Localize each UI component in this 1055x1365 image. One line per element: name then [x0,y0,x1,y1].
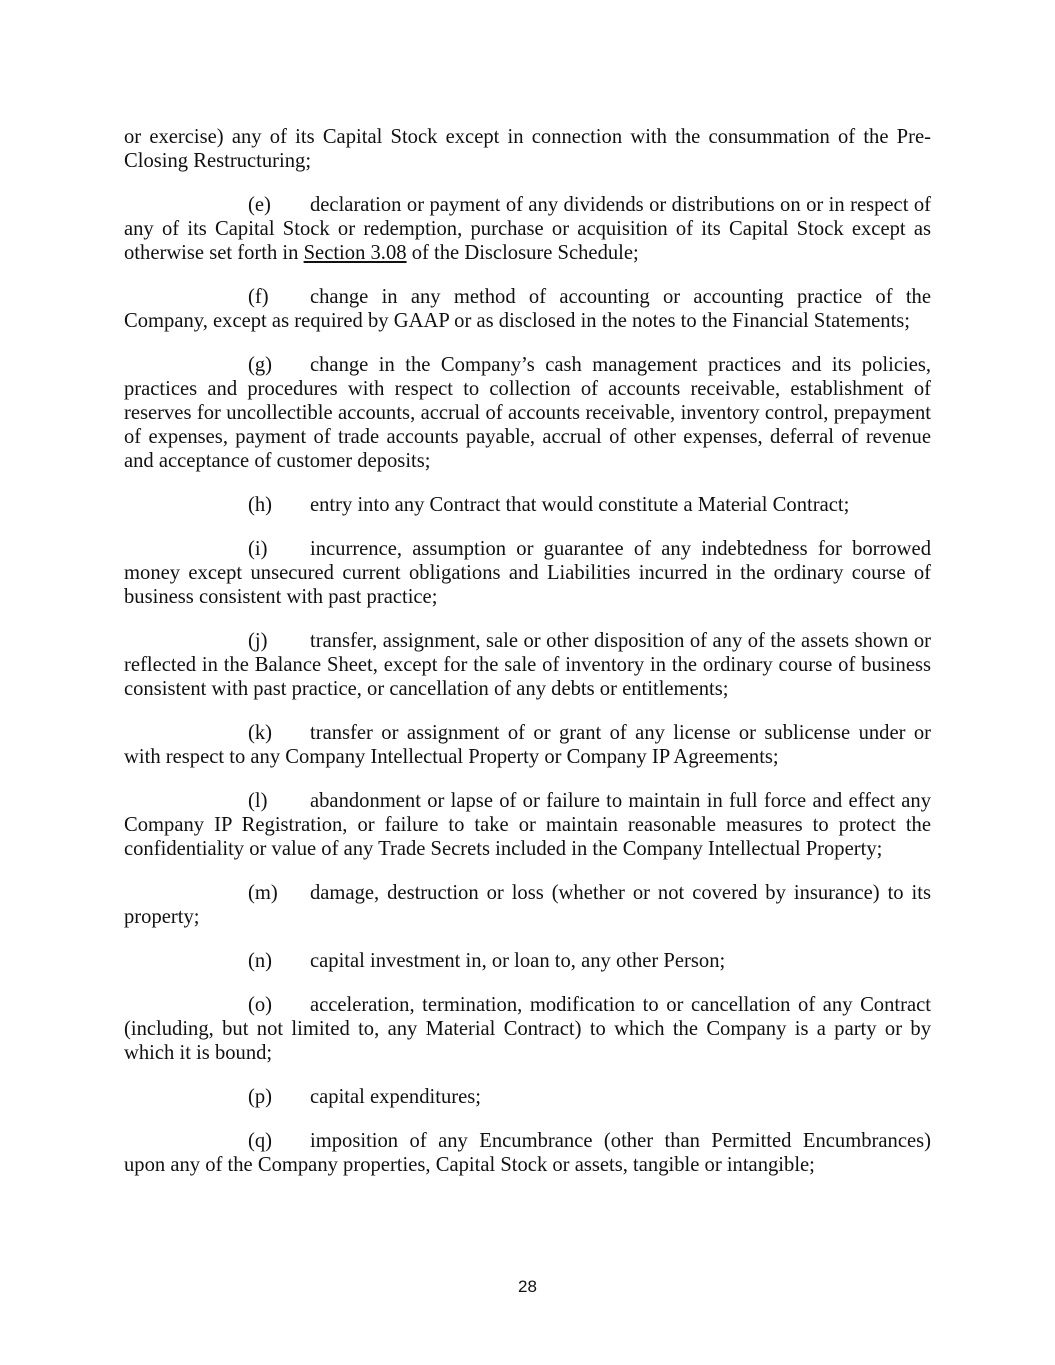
clause-text: change in any method of accounting or accounting practice of the Company, except as required by GAAP or as disclosed in the notes to the Financial Statements; [124,286,931,332]
clause-label: (g) [248,354,273,376]
clause-l [124,789,931,861]
clause-text: entry into any Contract that would constitute a Material Contract; [310,494,850,516]
continuation-text: or exercise) any of its Capital Stock except in connection with the consummation of the Pre-Closing Restructuring; [124,126,931,172]
clause-p [124,1085,931,1109]
clause-text: capital expenditures; [310,1086,481,1108]
clause-label: (i) [248,538,268,560]
clause-text: capital investment in, or loan to, any other Person; [310,950,726,972]
clause-f [124,285,931,333]
clause-text: transfer, assignment, sale or other disposition of any of the assets shown or reflected in the Balance Sheet, except for the sale of inventory in the ordinary course of business consistent with past practice, or cancellation of any debts or entitlements; [124,630,931,700]
clause-label: (n) [248,950,273,972]
clause-label: (h) [248,494,273,516]
page-number: 28 [518,1277,537,1296]
clause-text: imposition of any Encumbrance (other than Permitted Encumbrances) upon any of the Company properties, Capital Stock or assets, tangible or intangible; [124,1130,931,1176]
clause-label: (f) [248,286,269,308]
clause-label: (o) [248,994,273,1016]
clause-text-end: of the Disclosure Schedule; [406,242,639,264]
clause-label: (e) [248,194,271,216]
clause-label: (p) [248,1086,273,1108]
clause-label: (k) [248,722,273,744]
section-reference: Section 3.08 [303,242,407,264]
clause-text: transfer or assignment of or grant of any license or sublicense under or with respect to any Company Intellectual Property or Company IP Agreements; [124,722,931,768]
clause-i [124,537,931,609]
clause-e [124,193,931,265]
clause-g [124,353,931,473]
clause-m [124,881,931,929]
clause-label: (q) [248,1130,273,1152]
clause-h [124,493,931,517]
clause-j [124,629,931,701]
clause-o [124,993,931,1065]
clause-text: change in the Company’s cash management practices and its policies, practices and procedures with respect to collection of accounts receivable, establishment of reserves for uncollectible accounts, accrual of accounts receivable, inventory control, prepayment of expenses, payment of trade accounts payable, accrual of other expenses, deferral of revenue and acceptance of customer deposits; [124,354,931,472]
clause-text: acceleration, termination, modification to or cancellation of any Contract (including, but not limited to, any Material Contract) to which the Company is a party or by which it is bound; [124,994,931,1064]
clause-n [124,949,931,973]
clause-text: damage, destruction or loss (whether or not covered by insurance) to its property; [124,882,931,928]
clause-label: (l) [248,790,268,812]
clause-label: (j) [248,630,268,652]
clause-text: incurrence, assumption or guarantee of any indebtedness for borrowed money except unsecured current obligations and Liabilities incurred in the ordinary course of business consistent with past practice; [124,538,931,608]
clause-text: abandonment or lapse of or failure to maintain in full force and effect any Company IP Registration, or failure to take or maintain reasonable measures to protect the confidentiality or value of any Trade Secrets included in the Company Intellectual Property; [124,790,931,860]
clause-q [124,1129,931,1177]
continuation-paragraph [124,125,931,173]
clause-k [124,721,931,769]
clause-label: (m) [248,882,278,904]
document-body [124,125,931,1197]
clause-text: declaration or payment of any dividends or distributions on or in respect of any of its Capital Stock or redemption, purchase or acquisition of its Capital Stock except as otherwise set forth in [124,194,931,264]
